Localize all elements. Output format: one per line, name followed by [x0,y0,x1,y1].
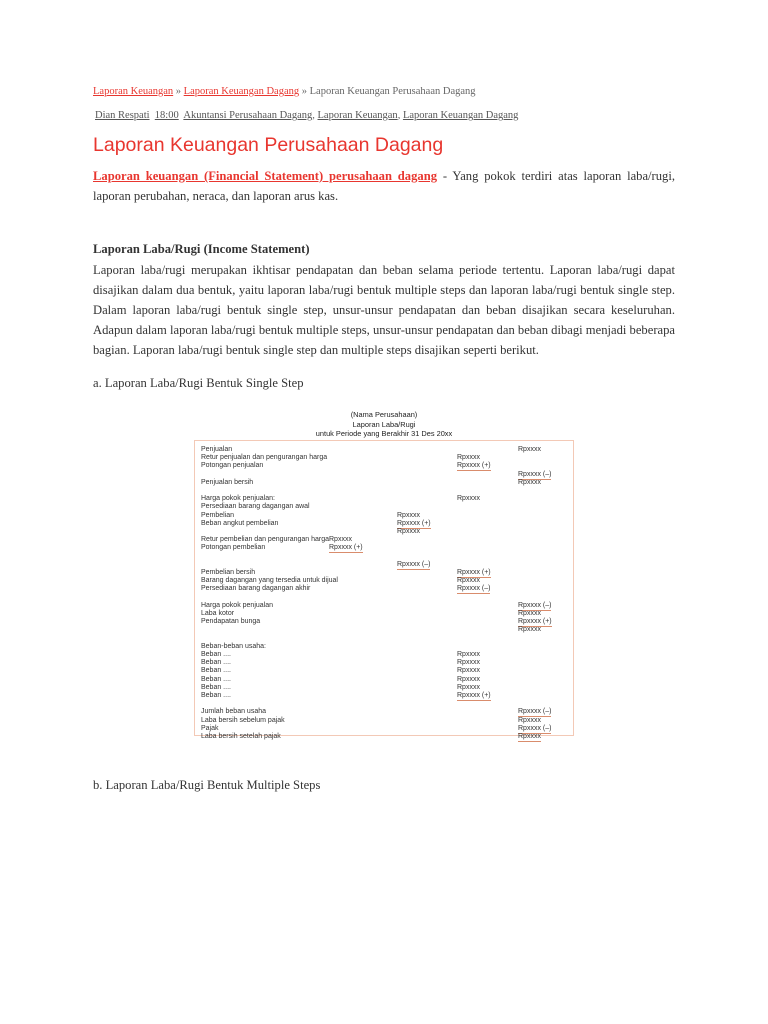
intro-text: - Yang pokok terdiri atas laporan laba/rugi, laporan perubahan, neraca, dan laporan arus kas. [93,169,675,203]
post-title: Laporan Keuangan Perusahaan Dagang [93,134,444,156]
statement-header [194,410,574,439]
income-statement-figure [194,440,574,740]
subheading-multiple-steps: b. Laporan Laba/Rugi Bentuk Multiple Steps [93,778,321,792]
statement-line-label: Pembelian bersih [201,569,256,576]
statement-line-label: Laba bersih sebelum pajak [201,716,285,724]
statement-line-label: Jumlah beban usaha [201,708,266,716]
label-separator: , [397,110,401,121]
statement-line-label: Penjualan bersih [201,478,254,486]
statement-line-label: Beban angkut pembelian [201,519,279,527]
statement-amount: Rpxxxx [457,683,480,691]
statement-amount: Rpxxxx (+) [457,692,491,699]
statement-amount: Rpxxxx [397,511,420,519]
statement-amount: Rpxxxx [518,626,541,634]
statement-amount: Rpxxxx [518,733,541,740]
post-meta [95,110,518,121]
statement-line-label: Penjualan [201,446,233,453]
statement-amount: Rpxxxx [457,454,480,462]
author-link[interactable]: Dian Respati [95,110,150,121]
breadcrumb-link-laporan-keuangan-dagang[interactable]: Laporan Keuangan Dagang [183,86,300,97]
statement-name: Laporan Laba/Rugi [352,419,416,429]
section-heading: Laporan Laba/Rugi (Income Statement) [93,242,310,256]
statement-line-label: Pajak [201,724,219,732]
statement-amount: Rpxxxx (–) [518,601,552,609]
breadcrumb-separator: » [301,86,307,97]
statement-amount: Rpxxxx (+) [518,618,552,626]
statement-line-label: Beban .... [201,683,231,691]
statement-company: (Nama Perusahaan) [350,410,418,419]
statement-line-label: Retur penjualan dan pengurangan harga [201,454,328,462]
statement-amount: Rpxxxx [518,446,541,453]
statement-line-label: Harga pokok penjualan: [201,495,275,503]
statement-line-label: Beban .... [201,692,231,699]
statement-amount: Rpxxxx (–) [518,708,552,716]
statement-line-label: Beban-beban usaha: [201,642,266,650]
statement-line-label: Beban .... [201,667,231,675]
statement-amount: Rpxxxx (–) [518,724,552,732]
statement-amount: Rpxxxx [457,659,480,667]
statement-line-label: Pembelian [201,511,235,519]
statement-line-label: Beban .... [201,651,231,658]
label-link-akuntansi[interactable]: Akuntansi Perusahaan Dagang [183,110,313,121]
statement-amount: Rpxxxx [329,536,352,544]
breadcrumb [93,86,476,97]
statement-line-label: Laba bersih setelah pajak [201,733,281,740]
statement-amount: Rpxxxx [457,675,480,683]
statement-amount: Rpxxxx [397,528,420,535]
statement-line-label: Beban .... [201,675,231,683]
statement-amount: Rpxxxx (+) [457,569,491,576]
statement-line-label: Beban .... [201,659,231,667]
statement-amount: Rpxxxx (+) [457,462,491,470]
statement-amount: Rpxxxx [457,667,480,675]
statement-amount: Rpxxxx [457,577,480,585]
statement-amount: Rpxxxx [518,610,541,617]
statement-line-label: Laba kotor [201,610,235,617]
breadcrumb-separator: » [175,86,182,97]
statement-amount: Rpxxxx (+) [329,544,363,552]
statement-line-label: Potongan pembelian [201,544,266,552]
statement-amount: Rpxxxx [457,651,480,658]
statement-amount: Rpxxxx [457,495,480,503]
statement-amount: Rpxxxx (–) [457,585,491,593]
label-link-laporan-keuangan-dagang[interactable]: Laporan Keuangan Dagang [402,110,519,121]
statement-period: untuk Periode yang Berakhir 31 Des 20xx [315,429,453,438]
intro-paragraph [93,166,675,206]
statement-line-label: Pendapatan bunga [201,618,261,626]
statement-amount: Rpxxxx [518,478,541,486]
label-separator: , [312,110,315,121]
label-link-laporan-keuangan[interactable]: Laporan Keuangan [317,110,398,121]
breadcrumb-link-laporan-keuangan[interactable]: Laporan Keuangan [93,86,174,97]
section-paragraph: Laporan laba/rugi merupakan ikhtisar pendapatan dan beban selama periode tertentu. Laporan laba/rugi dapat disajikan dalam dua bentuk, yaitu laporan laba/rugi bentuk multiple steps dan laporan laba/rugi bentuk single step. Dalam laporan laba/rugi bentuk single step, unsur-unsur pendapatan dan beban disajikan secara keseluruhan. Adapun dalam laporan laba/rugi bentuk multiple steps, unsur-unsur pendapatan dan beban dibagi menjadi beberapa bagian. Laporan laba/rugi bentuk single step dan multiple steps disajikan seperti berikut. [93,263,675,357]
statement-line-label: Retur pembelian dan pengurangan harga [201,536,330,544]
statement-line-label: Persediaan barang dagangan awal [201,503,310,511]
statement-line-label: Persediaan barang dagangan akhir [201,585,311,593]
subheading-single-step: a. Laporan Laba/Rugi Bentuk Single Step [93,376,304,390]
statement-line-label: Potongan penjualan [201,462,264,470]
intro-link[interactable]: Laporan keuangan (Financial Statement) perusahaan dagang [93,169,437,183]
statement-amount: Rpxxxx (–) [518,470,552,478]
statement-line-label: Harga pokok penjualan [201,601,273,609]
post-time-link[interactable]: 18:00 [154,110,179,121]
statement-amount: Rpxxxx (–) [397,560,431,568]
statement-amount: Rpxxxx [518,716,541,724]
statement-line-label: Barang dagangan yang tersedia untuk dijual [201,577,338,585]
breadcrumb-current: Laporan Keuangan Perusahaan Dagang [309,86,476,97]
statement-amount: Rpxxxx (+) [397,519,431,527]
